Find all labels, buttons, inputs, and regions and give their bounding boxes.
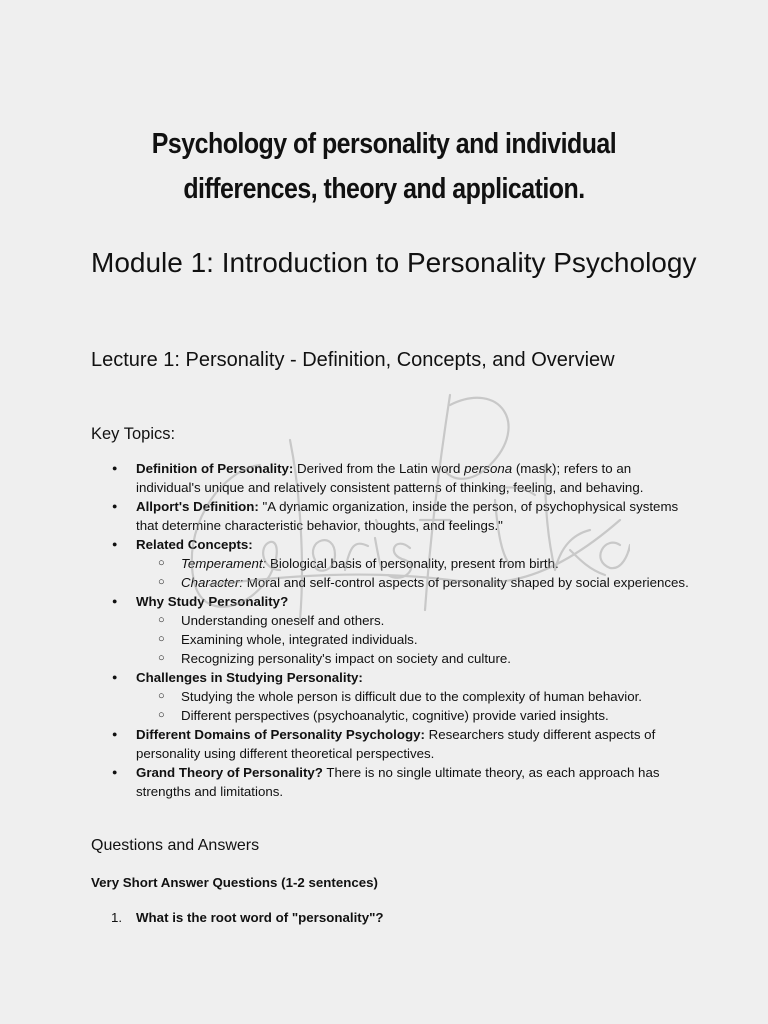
document-title <box>105 122 662 212</box>
topic-label: Related Concepts: <box>136 537 253 552</box>
sub-item-text: Moral and self-control aspects of personality shaped by social experiences. <box>243 575 689 590</box>
list-item-definition <box>91 459 691 497</box>
document-title-line-2: differences, theory and application. <box>183 173 585 205</box>
sub-item: ○ Recognizing personality's impact on society and culture. <box>136 649 691 668</box>
sub-list <box>136 554 691 592</box>
list-item-why-study <box>91 592 691 668</box>
sub-item: ○ Studying the whole person is difficult due to the complexity of human behavior. <box>136 687 691 706</box>
sub-item-italic: Character: <box>181 575 244 590</box>
list-item-grand-theory <box>91 763 691 801</box>
key-topics-heading: Key Topics: <box>91 425 176 443</box>
sub-item-character <box>136 573 691 592</box>
sub-item: ○ Different perspectives (psychoanalytic, cognitive) provide varied insights. <box>136 706 691 725</box>
list-item-allport <box>91 497 691 535</box>
topic-label: Allport's Definition: <box>136 499 259 514</box>
questions-answers-heading: Questions and Answers <box>91 837 260 854</box>
question-text: What is the root word of "personality"? <box>136 910 384 925</box>
topic-label: Why Study Personality? <box>136 594 289 609</box>
topic-italic: persona <box>464 461 513 476</box>
list-item-challenges <box>91 668 691 725</box>
sub-item-temperament <box>136 554 691 573</box>
module-title: Module 1: Introduction to Personality Psychology <box>91 247 697 278</box>
questions-list <box>91 908 691 927</box>
question-item <box>91 908 691 927</box>
list-item-domains <box>91 725 691 763</box>
document-title-line-1: Psychology of personality and individual <box>151 128 617 160</box>
sub-list <box>136 687 691 725</box>
topic-text: "A dynamic organization, inside the person, of psychophysical systems that determine characteristic behavior, thoughts, and feelings." <box>136 499 679 533</box>
topic-label: Definition of Personality: <box>136 461 294 476</box>
key-topics-list <box>91 459 691 801</box>
topic-label: Challenges in Studying Personality: <box>136 670 363 685</box>
topic-text: Researchers study different aspects of personality using different theoretical perspectives. <box>136 727 656 761</box>
very-short-questions-heading: Very Short Answer Questions (1-2 sentences) <box>91 875 378 890</box>
question-number: 1. <box>111 910 123 925</box>
topic-text: There is no single ultimate theory, as each approach has strengths and limitations. <box>136 765 660 799</box>
topic-text: Derived from the Latin word <box>293 461 465 476</box>
sub-item-text: Biological basis of personality, present from birth. <box>266 556 559 571</box>
lecture-title: Lecture 1: Personality - Definition, Concepts, and Overview <box>91 349 615 371</box>
topic-text: (mask); refers to an individual's unique and relatively consistent patterns of thinking, feeling, and behaving. <box>136 461 644 495</box>
sub-item-italic: Temperament: <box>181 556 267 571</box>
list-item-related-concepts <box>91 535 691 592</box>
topic-label: Grand Theory of Personality? <box>136 765 323 780</box>
sub-item: ○ Understanding oneself and others. <box>136 611 691 630</box>
sub-item: ○ Examining whole, integrated individuals. <box>136 630 691 649</box>
sub-list <box>136 611 691 668</box>
topic-label: Different Domains of Personality Psychology: <box>136 727 425 742</box>
